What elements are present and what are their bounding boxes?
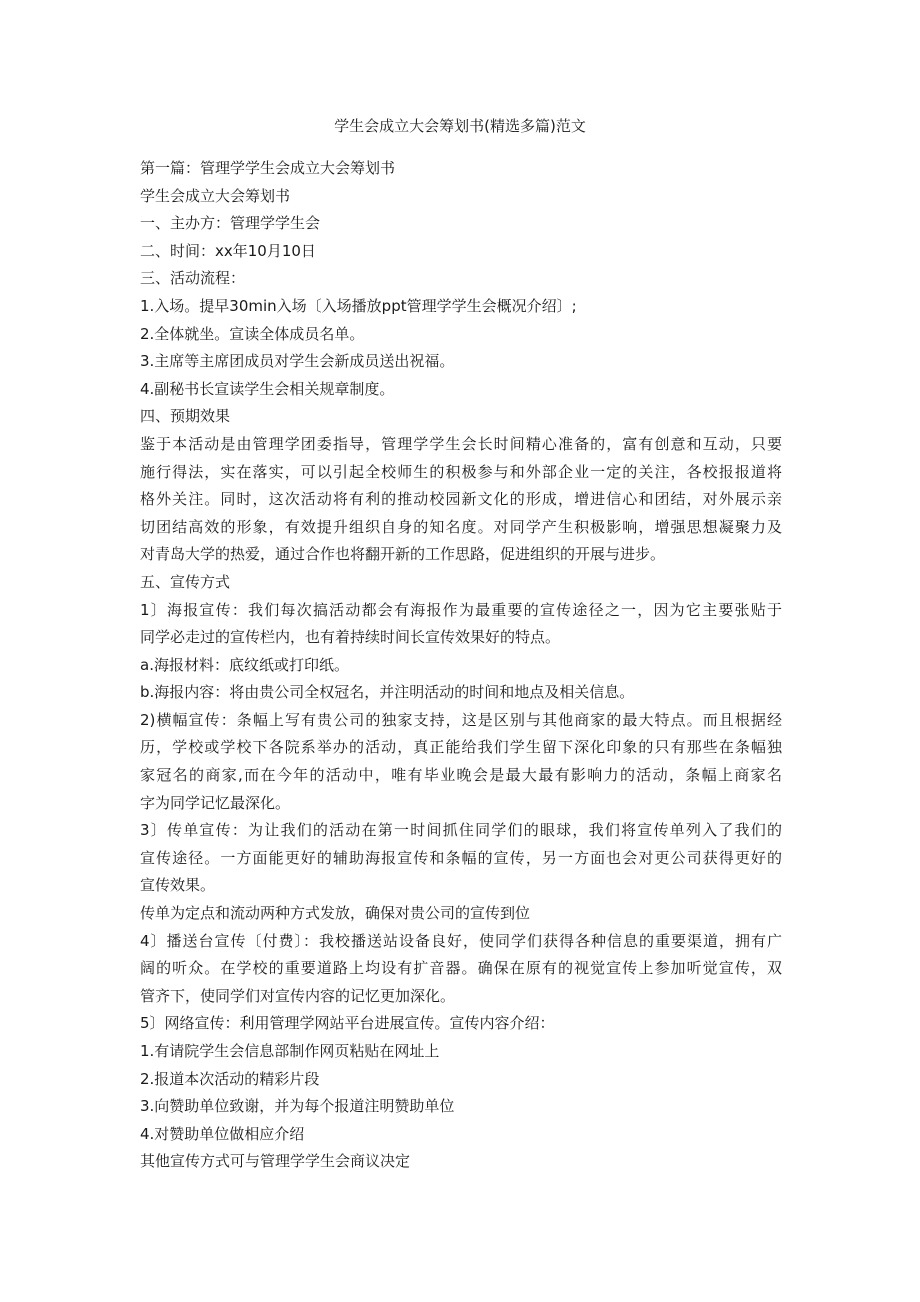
text-line: 格外关注。同时，这次活动将有利的推动校园新文化的形成，增进信心和团结，对外展示亲 xyxy=(140,490,782,509)
text-line: 4.对赞助单位做相应介绍 xyxy=(140,1124,305,1143)
text-line: b.海报内容：将由贵公司全权冠名，并注明活动的时间和地点及相关信息。 xyxy=(140,683,635,702)
text-line: 五、宣传方式 xyxy=(140,572,231,591)
text-line: 3.主席等主席团成员对学生会新成员送出祝福。 xyxy=(140,352,455,371)
text-line: 其他宣传方式可与管理学学生会商议决定 xyxy=(140,1152,411,1171)
text-line: 2.全体就坐。宣读全体成员名单。 xyxy=(140,324,365,343)
text-line: 家冠名的商家,而在今年的活动中，唯有毕业晚会是最大最有影响力的活动，条幅上商家名 xyxy=(140,766,782,785)
text-line: 对青岛大学的热爱，通过合作也将翻开新的工作思路，促进组织的开展与进步。 xyxy=(140,545,666,564)
text-line: 4.副秘书长宣读学生会相关规章制度。 xyxy=(140,379,395,398)
text-line: 切团结高效的形象，有效提升组织自身的知名度。对同学产生积极影响，增强思想凝聚力及 xyxy=(140,517,782,536)
text-line: 5〕网络宣传：利用管理学网站平台进展宣传。宣传内容介绍： xyxy=(140,1014,555,1033)
text-line: 四、预期效果 xyxy=(140,407,231,426)
document-body xyxy=(140,155,782,1176)
text-line: 宣传效果。 xyxy=(140,876,216,895)
text-line: 宣传途径。一方面能更好的辅助海报宣传和条幅的宣传，另一方面也会对更公司获得更好的 xyxy=(140,848,782,867)
text-line: 历，学校或学校下各院系举办的活动，真正能给我们学生留下深化印象的只有那些在条幅独 xyxy=(140,738,782,757)
text-line: 管齐下，使同学们对宣传内容的记忆更加深化。 xyxy=(140,986,456,1005)
text-line: 三、活动流程： xyxy=(140,269,246,288)
text-line: 1〕海报宣传：我们每次搞活动都会有海报作为最重要的宣传途径之一，因为它主要张贴于 xyxy=(140,600,782,619)
text-line: 第一篇：管理学学生会成立大会筹划书 xyxy=(140,159,396,177)
text-line: 学生会成立大会筹划书 xyxy=(140,186,291,205)
text-line: 3.向赞助单位致谢，并为每个报道注明赞助单位 xyxy=(140,1097,455,1116)
text-line: a.海报材料：底纹纸或打印纸。 xyxy=(140,655,349,674)
text-line: 1.入场。提早30min入场〔入场播放ppt管理学学生会概况介绍〕; xyxy=(140,296,577,315)
text-line: 二、时间：xx年10月10日 xyxy=(140,241,316,260)
text-line: 3〕传单宣传：为让我们的活动在第一时间抓住同学们的眼球，我们将宣传单列入了我们的 xyxy=(140,821,782,840)
text-line: 阔的听众。在学校的重要道路上均设有扩音器。确保在原有的视觉宣传上参加听觉宣传，双 xyxy=(140,959,782,978)
text-line: 施行得法，实在落实，可以引起全校师生的积极参与和外部企业一定的关注，各校报报道将 xyxy=(140,462,782,481)
text-line: 传单为定点和流动两种方式发放，确保对贵公司的宣传到位 xyxy=(140,904,531,923)
text-line: 一、主办方：管理学学生会 xyxy=(140,214,321,233)
text-line: 1.有请院学生会信息部制作网页粘贴在网址上 xyxy=(140,1042,440,1060)
document-title: 学生会成立大会筹划书(精选多篇)范文 xyxy=(334,117,586,135)
text-line: 同学必走过的宣传栏内，也有着持续时间长宣传效果好的特点。 xyxy=(140,628,561,647)
text-line: 2.报道本次活动的精彩片段 xyxy=(140,1069,320,1088)
text-line: 字为同学记忆最深化。 xyxy=(140,793,291,812)
text-line: 2)横幅宣传：条幅上写有贵公司的独家支持，这是区别与其他商家的最大特点。而且根据经 xyxy=(140,710,782,729)
text-line: 鉴于本活动是由管理学团委指导，管理学学生会长时间精心准备的，富有创意和互动，只要 xyxy=(140,434,782,453)
text-line: 4〕播送台宣传〔付费〕：我校播送站设备良好，使同学们获得各种信息的重要渠道，拥有广 xyxy=(140,931,782,950)
